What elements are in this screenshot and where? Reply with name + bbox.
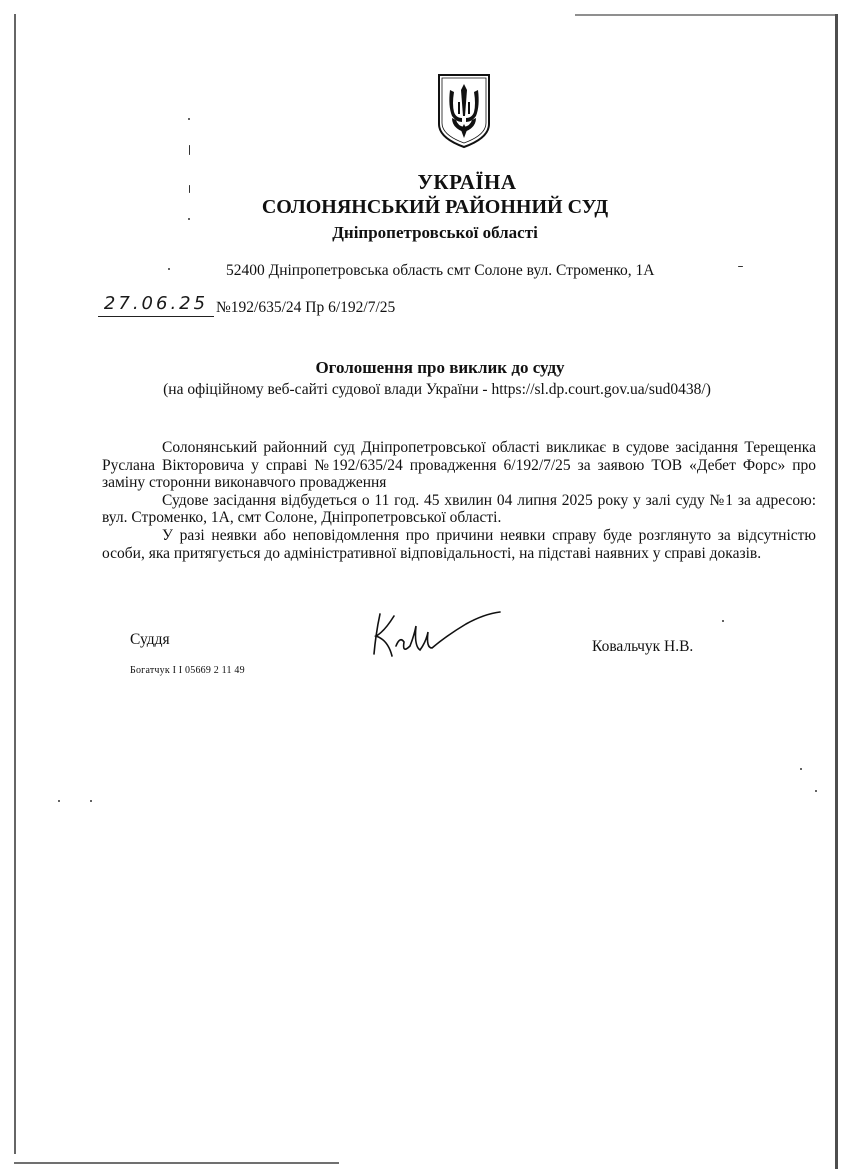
notice-subtitle: (на офіційному веб-сайті судової влади України - https://sl.dp.court.gov.ua/sud0438/) xyxy=(163,381,711,398)
scan-speck xyxy=(815,790,817,792)
court-address: 52400 Дніпропетровська область смт Солоне вул. Строменко, 1А xyxy=(226,262,655,279)
handwritten-signature xyxy=(366,606,506,662)
body-paragraph: У разі неявки або неповідомлення про причини неявки справу буде розглянуто за відсутністю особи, яка притягується до адміністративної відповідальності, на підставі наявних у справі доказів. xyxy=(102,526,816,562)
scan-speck xyxy=(188,118,190,120)
handwritten-date: 27.06.25 xyxy=(98,292,214,317)
coat-of-arms-icon xyxy=(436,72,492,150)
scan-border-bottom xyxy=(14,1162,339,1164)
scan-border-top xyxy=(575,14,835,16)
notice-title: Оголошення про виклик до суду xyxy=(315,358,565,377)
scan-speck xyxy=(90,800,92,802)
notice-body xyxy=(102,439,816,562)
scan-speck xyxy=(189,145,190,155)
court-name: СОЛОНЯНСЬКИЙ РАЙОННИЙ СУД xyxy=(261,196,609,218)
country-heading: УКРАЇНА xyxy=(417,170,517,194)
scan-speck xyxy=(738,266,743,267)
scan-speck xyxy=(800,768,802,770)
judge-name: Ковальчук Н.В. xyxy=(592,638,694,655)
scan-speck xyxy=(168,268,170,270)
scan-speck xyxy=(722,620,724,622)
prepared-by-contact: Богатчук І І 05669 2 11 49 xyxy=(130,665,245,676)
body-paragraph: Судове засідання відбудеться о 11 год. 45 хвилин 04 липня 2025 року у залі суду №1 за адресою: вул. Строменко, 1А, смт Солоне, Дніпропетровської області. xyxy=(102,491,816,527)
body-paragraph: Солонянський районний суд Дніпропетровської області викликає в судове засідання Терещенка Руслана Вікторовича у справі №192/635/24 провадження 6/192/7/25 за заявою ТОВ «Дебет Форс» про заміну сторонни виконавчого провадження xyxy=(102,439,816,492)
scan-border-left xyxy=(14,14,16,1154)
judge-label: Суддя xyxy=(130,631,170,648)
court-region: Дніпропетровської області xyxy=(332,223,538,242)
scan-speck xyxy=(58,800,60,802)
case-number: №192/635/24 Пр 6/192/7/25 xyxy=(216,299,396,316)
